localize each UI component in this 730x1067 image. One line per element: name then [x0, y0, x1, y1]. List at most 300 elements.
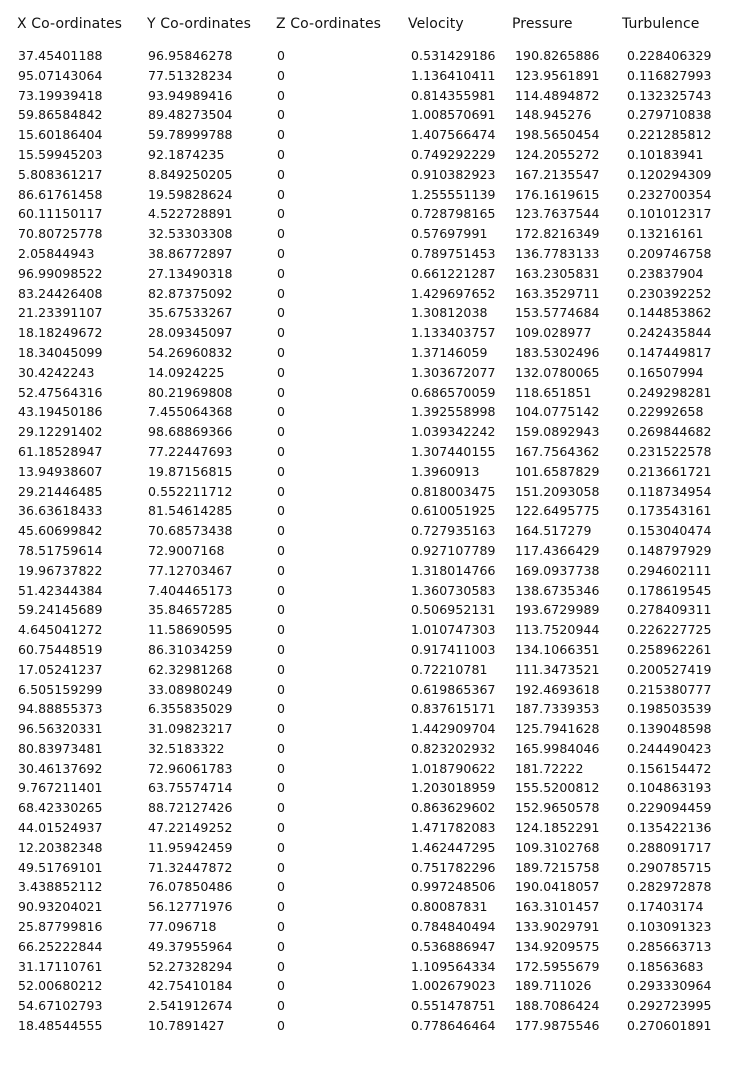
table-row	[0, 937, 730, 957]
y-coordinate-cell: 56.12771976	[148, 899, 233, 915]
table-row	[0, 600, 730, 620]
turbulence-cell: 0.116827993	[627, 67, 712, 83]
z-coordinate-cell: 0	[277, 879, 286, 895]
turbulence-cell: 0.226227725	[627, 622, 712, 638]
pressure-cell: 138.6735346	[515, 582, 600, 598]
pressure-cell: 189.711026	[515, 978, 592, 994]
turbulence-cell: 0.213661721	[627, 463, 712, 479]
pressure-cell: 163.3101457	[515, 899, 600, 915]
z-coordinate-cell: 0	[277, 206, 286, 222]
velocity-cell: 1.442909704	[411, 721, 496, 737]
header-z-coordinates: Z Co-ordinates	[276, 16, 382, 32]
pressure-cell: 172.5955679	[515, 958, 600, 974]
pressure-cell: 164.517279	[515, 523, 592, 539]
z-coordinate-cell: 0	[277, 1018, 286, 1034]
y-coordinate-cell: 76.07850486	[148, 879, 233, 895]
table-row	[0, 759, 730, 779]
velocity-cell: 0.728798165	[411, 206, 496, 222]
table-row	[0, 165, 730, 185]
z-coordinate-cell: 0	[277, 602, 286, 618]
y-coordinate-cell: 80.21969808	[148, 384, 233, 400]
turbulence-cell: 0.209746758	[627, 245, 712, 261]
pressure-cell: 190.8265886	[515, 48, 600, 63]
y-coordinate-cell: 92.1874235	[148, 146, 225, 162]
table-row	[0, 680, 730, 700]
x-coordinate-cell: 66.25222844	[18, 938, 103, 954]
velocity-cell: 1.203018959	[411, 780, 496, 796]
x-coordinate-cell: 49.51769101	[18, 859, 103, 875]
table-row	[0, 442, 730, 462]
pressure-cell: 192.4693618	[515, 681, 600, 697]
pressure-cell: 193.6729989	[515, 602, 600, 618]
turbulence-cell: 0.242435844	[627, 325, 712, 341]
turbulence-cell: 0.17403174	[627, 899, 704, 915]
table-row	[0, 877, 730, 897]
table-row	[0, 402, 730, 422]
table-row	[0, 620, 730, 640]
velocity-cell: 0.531429186	[411, 48, 496, 63]
z-coordinate-cell: 0	[277, 166, 286, 182]
y-coordinate-cell: 32.5183322	[148, 740, 225, 756]
table-row	[0, 561, 730, 581]
velocity-cell: 0.80087831	[411, 899, 488, 915]
pressure-cell: 133.9029791	[515, 919, 600, 935]
x-coordinate-cell: 68.42330265	[18, 800, 103, 816]
table-row	[0, 501, 730, 521]
table-row	[0, 581, 730, 601]
z-coordinate-cell: 0	[277, 503, 286, 519]
velocity-cell: 0.863629602	[411, 800, 496, 816]
y-coordinate-cell: 96.95846278	[148, 48, 233, 63]
pressure-cell: 159.0892943	[515, 424, 600, 440]
turbulence-cell: 0.198503539	[627, 701, 712, 717]
x-coordinate-cell: 96.99098522	[18, 265, 103, 281]
x-coordinate-cell: 54.67102793	[18, 998, 103, 1014]
table-row	[0, 897, 730, 917]
x-coordinate-cell: 4.645041272	[18, 622, 103, 638]
x-coordinate-cell: 51.42344384	[18, 582, 103, 598]
y-coordinate-cell: 52.27328294	[148, 958, 233, 974]
z-coordinate-cell: 0	[277, 107, 286, 123]
velocity-cell: 1.109564334	[411, 958, 496, 974]
turbulence-cell: 0.18563683	[627, 958, 704, 974]
turbulence-cell: 0.173543161	[627, 503, 712, 519]
velocity-cell: 0.506952131	[411, 602, 496, 618]
velocity-cell: 1.318014766	[411, 562, 496, 578]
x-coordinate-cell: 59.24145689	[18, 602, 103, 618]
turbulence-cell: 0.120294309	[627, 166, 712, 182]
z-coordinate-cell: 0	[277, 582, 286, 598]
table-row	[0, 699, 730, 719]
z-coordinate-cell: 0	[277, 523, 286, 539]
x-coordinate-cell: 15.60186404	[18, 127, 103, 143]
y-coordinate-cell: 2.541912674	[148, 998, 233, 1014]
pressure-cell: 117.4366429	[515, 542, 600, 558]
velocity-cell: 0.997248506	[411, 879, 496, 895]
z-coordinate-cell: 0	[277, 938, 286, 954]
x-coordinate-cell: 12.20382348	[18, 839, 103, 855]
velocity-cell: 1.407566474	[411, 127, 496, 143]
turbulence-cell: 0.23837904	[627, 265, 704, 281]
x-coordinate-cell: 29.21446485	[18, 483, 103, 499]
x-coordinate-cell: 18.48544555	[18, 1018, 103, 1034]
velocity-cell: 0.551478751	[411, 998, 496, 1014]
x-coordinate-cell: 80.83973481	[18, 740, 103, 756]
velocity-cell: 1.136410411	[411, 67, 496, 83]
y-coordinate-cell: 81.54614285	[148, 503, 233, 519]
z-coordinate-cell: 0	[277, 820, 286, 836]
table-row	[0, 462, 730, 482]
z-coordinate-cell: 0	[277, 424, 286, 440]
turbulence-cell: 0.139048598	[627, 721, 712, 737]
turbulence-cell: 0.104863193	[627, 780, 712, 796]
table-row	[0, 66, 730, 86]
pressure-cell: 109.028977	[515, 325, 592, 341]
z-coordinate-cell: 0	[277, 740, 286, 756]
turbulence-cell: 0.293330964	[627, 978, 712, 994]
y-coordinate-cell: 49.37955964	[148, 938, 233, 954]
velocity-cell: 1.255551139	[411, 186, 496, 202]
velocity-cell: 0.751782296	[411, 859, 496, 875]
pressure-cell: 125.7941628	[515, 721, 600, 737]
turbulence-cell: 0.282972878	[627, 879, 712, 895]
y-coordinate-cell: 88.72127426	[148, 800, 233, 816]
table-row	[0, 303, 730, 323]
y-coordinate-cell: 7.455064368	[148, 404, 233, 420]
turbulence-cell: 0.118734954	[627, 483, 712, 499]
turbulence-cell: 0.22992658	[627, 404, 704, 420]
turbulence-cell: 0.101012317	[627, 206, 712, 222]
turbulence-cell: 0.135422136	[627, 820, 712, 836]
turbulence-cell: 0.292723995	[627, 998, 712, 1014]
x-coordinate-cell: 29.12291402	[18, 424, 103, 440]
z-coordinate-cell: 0	[277, 146, 286, 162]
x-coordinate-cell: 59.86584842	[18, 107, 103, 123]
z-coordinate-cell: 0	[277, 681, 286, 697]
table-row	[0, 798, 730, 818]
x-coordinate-cell: 45.60699842	[18, 523, 103, 539]
table-row	[0, 204, 730, 224]
y-coordinate-cell: 11.95942459	[148, 839, 233, 855]
x-coordinate-cell: 94.88855373	[18, 701, 103, 717]
velocity-cell: 1.30812038	[411, 305, 488, 321]
pressure-cell: 148.945276	[515, 107, 592, 123]
velocity-cell: 1.303672077	[411, 364, 496, 380]
x-coordinate-cell: 52.00680212	[18, 978, 103, 994]
y-coordinate-cell: 11.58690595	[148, 622, 233, 638]
x-coordinate-cell: 31.17110761	[18, 958, 103, 974]
z-coordinate-cell: 0	[277, 404, 286, 420]
y-coordinate-cell: 31.09823217	[148, 721, 233, 737]
x-coordinate-cell: 5.808361217	[18, 166, 103, 182]
pressure-cell: 111.3473521	[515, 661, 600, 677]
turbulence-cell: 0.132325743	[627, 87, 712, 103]
header-pressure: Pressure	[512, 16, 573, 32]
y-coordinate-cell: 70.68573438	[148, 523, 233, 539]
x-coordinate-cell: 3.438852112	[18, 879, 103, 895]
z-coordinate-cell: 0	[277, 661, 286, 677]
table-row	[0, 482, 730, 502]
table-row	[0, 422, 730, 442]
z-coordinate-cell: 0	[277, 542, 286, 558]
pressure-cell: 134.1066351	[515, 641, 600, 657]
turbulence-cell: 0.215380777	[627, 681, 712, 697]
turbulence-cell: 0.229094459	[627, 800, 712, 816]
x-coordinate-cell: 43.19450186	[18, 404, 103, 420]
velocity-cell: 0.57697991	[411, 226, 488, 242]
table-row	[0, 976, 730, 996]
table-row	[0, 996, 730, 1016]
y-coordinate-cell: 98.68869366	[148, 424, 233, 440]
velocity-cell: 0.661221287	[411, 265, 496, 281]
y-coordinate-cell: 59.78999788	[148, 127, 233, 143]
table-header	[0, 14, 730, 36]
x-coordinate-cell: 9.767211401	[18, 780, 103, 796]
pressure-cell: 169.0937738	[515, 562, 600, 578]
pressure-cell: 187.7339353	[515, 701, 600, 717]
turbulence-cell: 0.103091323	[627, 919, 712, 935]
z-coordinate-cell: 0	[277, 226, 286, 242]
pressure-cell: 188.7086424	[515, 998, 600, 1014]
turbulence-cell: 0.231522578	[627, 443, 712, 459]
velocity-cell: 1.018790622	[411, 760, 496, 776]
table-row	[0, 323, 730, 343]
pressure-cell: 104.0775142	[515, 404, 600, 420]
x-coordinate-cell: 70.80725778	[18, 226, 103, 242]
y-coordinate-cell: 77.51328234	[148, 67, 233, 83]
x-coordinate-cell: 2.05844943	[18, 245, 95, 261]
velocity-cell: 1.37146059	[411, 344, 488, 360]
x-coordinate-cell: 6.505159299	[18, 681, 103, 697]
table-row	[0, 264, 730, 284]
velocity-cell: 1.008570691	[411, 107, 496, 123]
y-coordinate-cell: 54.26960832	[148, 344, 233, 360]
header-turbulence: Turbulence	[622, 16, 700, 32]
turbulence-cell: 0.200527419	[627, 661, 712, 677]
table-row	[0, 719, 730, 739]
pressure-cell: 172.8216349	[515, 226, 600, 242]
velocity-cell: 1.307440155	[411, 443, 496, 459]
pressure-cell: 163.2305831	[515, 265, 600, 281]
x-coordinate-cell: 37.45401188	[18, 48, 103, 63]
x-coordinate-cell: 86.61761458	[18, 186, 103, 202]
velocity-cell: 0.72210781	[411, 661, 488, 677]
velocity-cell: 1.360730583	[411, 582, 496, 598]
y-coordinate-cell: 0.552211712	[148, 483, 233, 499]
pressure-cell: 132.0780065	[515, 364, 600, 380]
table-row	[0, 739, 730, 759]
y-coordinate-cell: 77.096718	[148, 919, 217, 935]
header-x-coordinates: X Co-ordinates	[17, 16, 123, 32]
z-coordinate-cell: 0	[277, 562, 286, 578]
turbulence-cell: 0.294602111	[627, 562, 712, 578]
pressure-cell: 123.9561891	[515, 67, 600, 83]
pressure-cell: 198.5650454	[515, 127, 600, 143]
data-table	[0, 14, 730, 1067]
y-coordinate-cell: 28.09345097	[148, 325, 233, 341]
turbulence-cell: 0.279710838	[627, 107, 712, 123]
pressure-cell: 118.651851	[515, 384, 592, 400]
y-coordinate-cell: 62.32981268	[148, 661, 233, 677]
x-coordinate-cell: 25.87799816	[18, 919, 103, 935]
velocity-cell: 0.536886947	[411, 938, 496, 954]
velocity-cell: 0.823202932	[411, 740, 496, 756]
y-coordinate-cell: 10.7891427	[148, 1018, 225, 1034]
x-coordinate-cell: 73.19939418	[18, 87, 103, 103]
y-coordinate-cell: 27.13490318	[148, 265, 233, 281]
velocity-cell: 1.133403757	[411, 325, 496, 341]
turbulence-cell: 0.232700354	[627, 186, 712, 202]
turbulence-cell: 0.269844682	[627, 424, 712, 440]
pressure-cell: 190.0418057	[515, 879, 600, 895]
turbulence-cell: 0.258962261	[627, 641, 712, 657]
velocity-cell: 0.789751453	[411, 245, 496, 261]
z-coordinate-cell: 0	[277, 344, 286, 360]
y-coordinate-cell: 77.12703467	[148, 562, 233, 578]
turbulence-cell: 0.244490423	[627, 740, 712, 756]
pressure-cell: 189.7215758	[515, 859, 600, 875]
y-coordinate-cell: 19.87156815	[148, 463, 233, 479]
turbulence-cell: 0.221285812	[627, 127, 712, 143]
y-coordinate-cell: 89.48273504	[148, 107, 233, 123]
z-coordinate-cell: 0	[277, 305, 286, 321]
z-coordinate-cell: 0	[277, 463, 286, 479]
pressure-cell: 101.6587829	[515, 463, 600, 479]
pressure-cell: 176.1619615	[515, 186, 600, 202]
y-coordinate-cell: 86.31034259	[148, 641, 233, 657]
table-row	[0, 185, 730, 205]
pressure-cell: 165.9984046	[515, 740, 600, 756]
y-coordinate-cell: 93.94989416	[148, 87, 233, 103]
pressure-cell: 134.9209575	[515, 938, 600, 954]
y-coordinate-cell: 35.67533267	[148, 305, 233, 321]
turbulence-cell: 0.13216161	[627, 226, 704, 242]
y-coordinate-cell: 14.0924225	[148, 364, 225, 380]
pressure-cell: 152.9650578	[515, 800, 600, 816]
x-coordinate-cell: 44.01524937	[18, 820, 103, 836]
z-coordinate-cell: 0	[277, 245, 286, 261]
y-coordinate-cell: 19.59828624	[148, 186, 233, 202]
x-coordinate-cell: 30.4242243	[18, 364, 95, 380]
x-coordinate-cell: 83.24426408	[18, 285, 103, 301]
velocity-cell: 0.749292229	[411, 146, 496, 162]
z-coordinate-cell: 0	[277, 186, 286, 202]
z-coordinate-cell: 0	[277, 622, 286, 638]
table-row	[0, 858, 730, 878]
pressure-cell: 123.7637544	[515, 206, 600, 222]
pressure-cell: 109.3102768	[515, 839, 600, 855]
x-coordinate-cell: 60.75448519	[18, 641, 103, 657]
table-row	[0, 343, 730, 363]
velocity-cell: 1.010747303	[411, 622, 496, 638]
velocity-cell: 1.462447295	[411, 839, 496, 855]
z-coordinate-cell: 0	[277, 780, 286, 796]
velocity-cell: 1.471782083	[411, 820, 496, 836]
z-coordinate-cell: 0	[277, 859, 286, 875]
z-coordinate-cell: 0	[277, 265, 286, 281]
velocity-cell: 1.3960913	[411, 463, 480, 479]
turbulence-cell: 0.178619545	[627, 582, 712, 598]
x-coordinate-cell: 15.59945203	[18, 146, 103, 162]
x-coordinate-cell: 78.51759614	[18, 542, 103, 558]
table-row	[0, 660, 730, 680]
turbulence-cell: 0.230392252	[627, 285, 712, 301]
x-coordinate-cell: 96.56320331	[18, 721, 103, 737]
velocity-cell: 0.778646464	[411, 1018, 496, 1034]
y-coordinate-cell: 6.355835029	[148, 701, 233, 717]
turbulence-cell: 0.270601891	[627, 1018, 712, 1034]
pressure-cell: 177.9875546	[515, 1018, 600, 1034]
z-coordinate-cell: 0	[277, 919, 286, 935]
y-coordinate-cell: 38.86772897	[148, 245, 233, 261]
y-coordinate-cell: 35.84657285	[148, 602, 233, 618]
z-coordinate-cell: 0	[277, 325, 286, 341]
y-coordinate-cell: 33.08980249	[148, 681, 233, 697]
velocity-cell: 1.039342242	[411, 424, 496, 440]
velocity-cell: 0.686570059	[411, 384, 496, 400]
table-row	[0, 105, 730, 125]
turbulence-cell: 0.228406329	[627, 48, 712, 63]
turbulence-cell: 0.156154472	[627, 760, 712, 776]
z-coordinate-cell: 0	[277, 760, 286, 776]
z-coordinate-cell: 0	[277, 701, 286, 717]
x-coordinate-cell: 61.18528947	[18, 443, 103, 459]
z-coordinate-cell: 0	[277, 364, 286, 380]
z-coordinate-cell: 0	[277, 721, 286, 737]
z-coordinate-cell: 0	[277, 839, 286, 855]
velocity-cell: 1.429697652	[411, 285, 496, 301]
z-coordinate-cell: 0	[277, 483, 286, 499]
z-coordinate-cell: 0	[277, 800, 286, 816]
x-coordinate-cell: 60.11150117	[18, 206, 103, 222]
z-coordinate-cell: 0	[277, 48, 286, 63]
z-coordinate-cell: 0	[277, 641, 286, 657]
velocity-cell: 0.784840494	[411, 919, 496, 935]
table-row	[0, 521, 730, 541]
velocity-cell: 0.727935163	[411, 523, 496, 539]
turbulence-cell: 0.288091717	[627, 839, 712, 855]
table-row	[0, 778, 730, 798]
z-coordinate-cell: 0	[277, 958, 286, 974]
pressure-cell: 163.3529711	[515, 285, 600, 301]
y-coordinate-cell: 71.32447872	[148, 859, 233, 875]
velocity-cell: 0.610051925	[411, 503, 496, 519]
pressure-cell: 136.7783133	[515, 245, 600, 261]
pressure-cell: 183.5302496	[515, 344, 600, 360]
table-row	[0, 224, 730, 244]
z-coordinate-cell: 0	[277, 899, 286, 915]
table-row	[0, 145, 730, 165]
velocity-cell: 1.002679023	[411, 978, 496, 994]
table-row	[0, 383, 730, 403]
table-row	[0, 818, 730, 838]
y-coordinate-cell: 72.9007168	[148, 542, 225, 558]
table-row	[0, 541, 730, 561]
turbulence-cell: 0.10183941	[627, 146, 704, 162]
table-body	[0, 46, 730, 1036]
x-coordinate-cell: 19.96737822	[18, 562, 103, 578]
x-coordinate-cell: 36.63618433	[18, 503, 103, 519]
table-row	[0, 46, 730, 66]
x-coordinate-cell: 30.46137692	[18, 760, 103, 776]
velocity-cell: 0.910382923	[411, 166, 496, 182]
velocity-cell: 0.917411003	[411, 641, 496, 657]
turbulence-cell: 0.285663713	[627, 938, 712, 954]
table-row	[0, 1016, 730, 1036]
turbulence-cell: 0.16507994	[627, 364, 704, 380]
pressure-cell: 167.2135547	[515, 166, 600, 182]
x-coordinate-cell: 21.23391107	[18, 305, 103, 321]
